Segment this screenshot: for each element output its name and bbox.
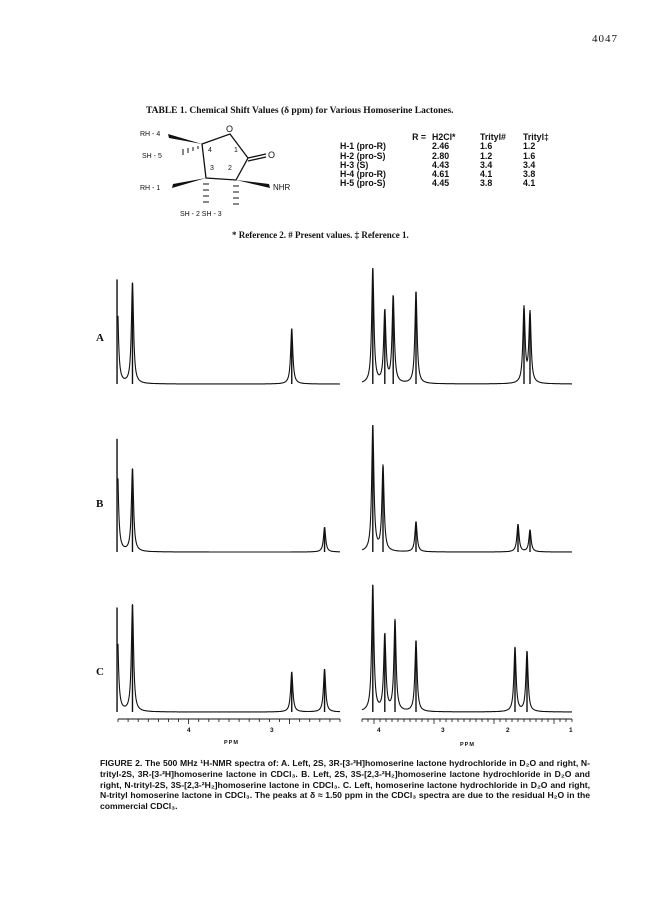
table-cell: 3.8: [480, 178, 493, 189]
table-cell: 2.46: [432, 141, 450, 152]
table-cell: 4.1: [523, 178, 536, 189]
right-tick-label: 1: [569, 727, 573, 734]
table-header: H2Cl*: [432, 132, 456, 142]
label-h4: RH - 4: [140, 131, 161, 138]
left-axis-unit: PPM: [224, 740, 239, 746]
nmr-spectrum-b-left: [118, 468, 340, 552]
nmr-spectrum-a-left: [118, 283, 340, 385]
label-keto-oxygen: O: [268, 150, 276, 160]
label-h1: RH - 1: [140, 185, 161, 192]
page-number: 4047: [592, 33, 618, 45]
table-caption: TABLE 1. Chemical Shift Values (δ ppm) for Various Homoserine Lactones.: [146, 106, 454, 116]
label-c2: 2: [228, 165, 232, 172]
nmr-spectrum-b-right: [362, 427, 572, 553]
table-cell: 1.6: [523, 150, 536, 161]
left-tick-label: 4: [187, 727, 191, 734]
nmr-spectrum-c-right: [362, 586, 572, 712]
table-cell: H-4 (pro-R): [340, 169, 386, 180]
table-cell: 4.43: [432, 159, 450, 170]
table-header: Trityl#: [480, 132, 506, 142]
label-c1: 1: [234, 147, 238, 154]
table-footnote: * Reference 2. # Present values. ‡ Reference 1.: [232, 230, 409, 240]
table-header: R =: [412, 132, 426, 142]
table-cell: 4.45: [432, 178, 450, 189]
spectrum-row-label-b: B: [96, 498, 104, 510]
right-axis-unit: PPM: [460, 742, 475, 748]
label-c3: 3: [210, 165, 214, 172]
spectrum-row-label-c: C: [96, 666, 104, 678]
table-header: Trityl‡: [523, 132, 549, 142]
table-cell: H-1 (pro-R): [340, 141, 386, 152]
label-c4: 4: [208, 147, 212, 154]
label-h5: SH - 5: [142, 153, 162, 160]
table-cell: 3.4: [480, 159, 493, 170]
table-cell: 3.8: [523, 169, 536, 180]
label-nhr: NHR: [273, 183, 291, 192]
table-cell: H-3 (S): [340, 159, 369, 170]
nmr-spectrum-c-left: [118, 604, 340, 712]
right-tick-label: 2: [506, 727, 510, 734]
figure-caption: FIGURE 2. The 500 MHz ¹H-NMR spectra of: A. Left, 2S, 3R-[3-²H]homoserine lactone hydrochloride in D₂O and right, N-trityl-2S, 3R-[3-²H]homoserine lactone in CDCl₃. B. Left, 2S, 3S-[2,3-²H₂]homoserine lactone hydrochloride in D₂O and right, N-trityl-2S, 3S-[2,3-²H₂]homoserine lactone in CDCl₃. C. Left, homoserine lactone hydrochloride in D₂O and right, N-trityl homoserine lactone in CDCl₃. The peaks at δ ≈ 1.50 ppm in the CDCl₃ spectra are due to the residual H₂O in the commercial CDCl₃.: [100, 758, 590, 812]
table-cell: 4.1: [480, 169, 493, 180]
table-cell: 4.61: [432, 169, 450, 180]
table-cell: H-2 (pro-S): [340, 150, 386, 161]
right-tick-label: 3: [441, 727, 445, 734]
table-cell: 3.4: [523, 159, 536, 170]
table-cell: 1.6: [480, 141, 493, 152]
label-ring-oxygen: O: [226, 124, 234, 134]
table-cell: H-5 (pro-S): [340, 178, 386, 189]
table-cell: 1.2: [523, 141, 536, 152]
spectrum-row-label-a: A: [96, 332, 104, 344]
left-tick-label: 3: [270, 727, 274, 734]
right-tick-label: 4: [377, 727, 381, 734]
label-h2-h3: SH - 2 SH - 3: [180, 211, 222, 218]
table-cell: 1.2: [480, 150, 493, 161]
table-cell: 2.80: [432, 150, 450, 161]
